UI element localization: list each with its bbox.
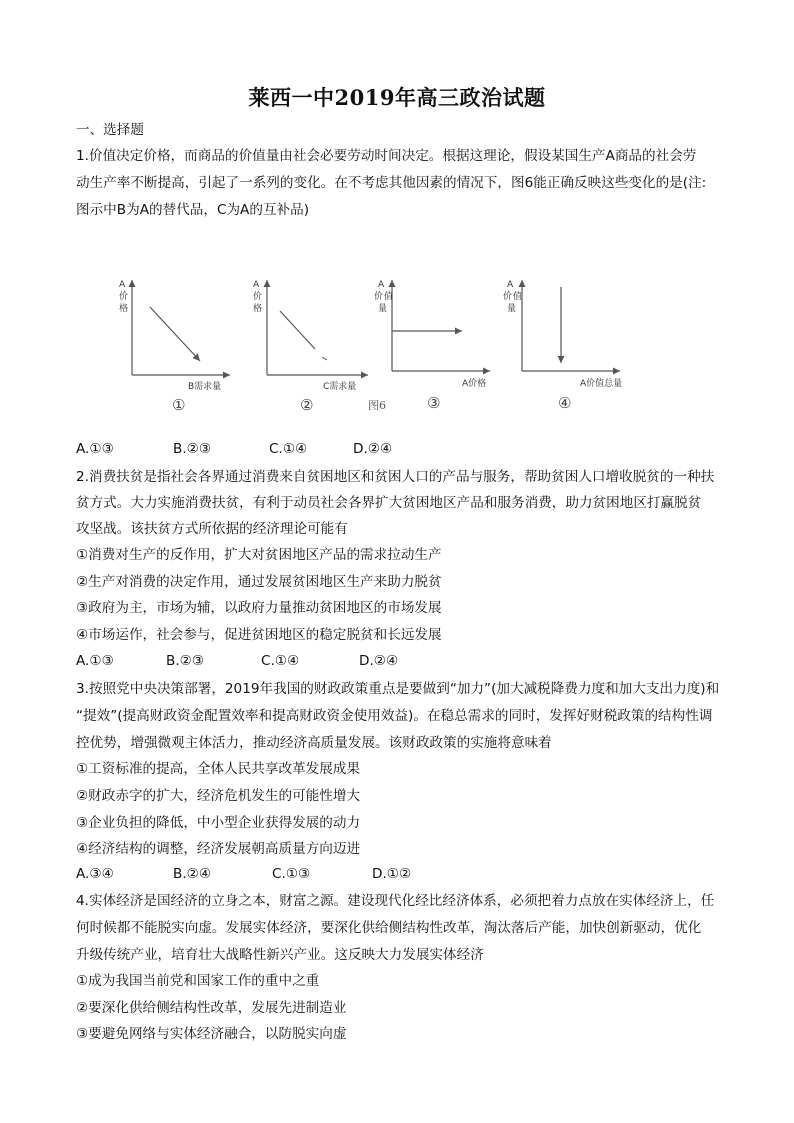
graph-1-ylabel-2: 格 <box>119 304 129 314</box>
q2-statement-1: ①消费对生产的反作用，扩大对贫困地区产品的需求拉动生产 <box>76 547 442 563</box>
graph-4-number: ④ <box>558 394 572 412</box>
q3-option-d[interactable]: D.①② <box>372 866 412 882</box>
graph-1-ylabel-0: A <box>119 280 126 290</box>
q1-option-a[interactable]: A.①③ <box>76 441 114 457</box>
q3-text-line: 控优势，增强微观主体活力，推动经济高质量发展。该财政政策的实施将意味着 <box>76 735 552 751</box>
q4-statement-3: ③要避免网络与实体经济融合，以防脱实向虚 <box>76 1026 347 1042</box>
q1-option-d[interactable]: D.②④ <box>353 441 393 457</box>
q2-option-b[interactable]: B.②③ <box>166 653 205 669</box>
q3-statement-3: ③企业负担的降低，中小型企业获得发展的动力 <box>76 815 361 831</box>
figure-6-svg <box>110 265 670 425</box>
graph-4-ylabel-3: 量 <box>507 304 517 314</box>
q3-statement-1: ①工资标准的提高，全体人民共享改革发展成果 <box>76 761 361 777</box>
graph-4-ylabel-2: 值 <box>513 292 523 302</box>
q1-text-line: 图示中B为A的替代品，C为A的互补品) <box>76 202 310 218</box>
q1-option-c[interactable]: C.①④ <box>269 441 308 457</box>
q4-statement-1: ①成为我国当前党和国家工作的重中之重 <box>76 973 320 989</box>
q1-option-b[interactable]: B.②③ <box>173 441 212 457</box>
graph-2-ylabel-2: 格 <box>253 304 263 314</box>
q2-option-d[interactable]: D.②④ <box>359 653 399 669</box>
q2-text-line: 2.消费扶贫是指社会各界通过消费来自贫困地区和贫困人口的产品与服务，帮助贫困人口增收脱贫的一种扶 <box>76 469 715 485</box>
q4-text-line: 何时候都不能脱实向虚。发展实体经济，要深化供给侧结构性改革，淘汰落后产能，加快创新驱动，优化 <box>76 920 702 936</box>
graph-2-ylabel-0: A <box>253 280 260 290</box>
graph-1-ylabel-1: 价 <box>119 292 129 302</box>
figure-caption: 图6 <box>368 399 386 412</box>
section-heading: 一、选择题 <box>76 122 144 138</box>
graph-1 <box>119 280 230 414</box>
q2-option-c[interactable]: C.①④ <box>261 653 300 669</box>
q3-text-line: 3.按照党中央决策部署，2019年我国的财政政策重点是要做到“加力”(加大减税降费力度和加大支出力度)和 <box>76 681 720 697</box>
q2-statement-4: ④市场运作，社会参与，促进贫困地区的稳定脱贫和长远发展 <box>76 627 442 643</box>
graph-3-number: ③ <box>427 394 441 412</box>
graph-3 <box>374 280 490 412</box>
page-title: 莱西一中2019年高三政治试题 <box>248 85 546 110</box>
q3-statement-4: ④经济结构的调整，经济发展朝高质量方向迈进 <box>76 841 361 857</box>
q3-option-c[interactable]: C.①③ <box>272 866 311 882</box>
q4-text-line: 升级传统产业，培育壮大战略性新兴产业。这反映大力发展实体经济 <box>76 947 484 963</box>
graph-3-ylabel-2: 值 <box>384 292 394 302</box>
graph-4-xlabel: A价值总量 <box>580 379 623 389</box>
q1-text-line: 1.价值决定价格，而商品的价值量由社会必要劳动时间决定。根据这理论，假设某国生产A商品的社会劳 <box>76 148 697 164</box>
graph-2-curve <box>280 311 315 349</box>
q3-option-a[interactable]: A.③④ <box>76 866 114 882</box>
q3-option-b[interactable]: B.②④ <box>173 866 212 882</box>
q1-text-line: 动生产率不断提高，引起了一系列的变化。在不考虑其他因素的情况下，图6能正确反映这些变化的是(注: <box>76 175 707 191</box>
graph-3-ylabel-0: A <box>378 280 385 290</box>
graph-3-xlabel: A价格 <box>462 379 487 389</box>
graph-3-ylabel-1: 价 <box>374 292 384 302</box>
graph-2-ylabel-1: 价 <box>253 292 263 302</box>
graph-2-curve-tail <box>322 357 327 360</box>
graph-1-curve <box>150 307 200 361</box>
q2-statement-3: ③政府为主，市场为辅，以政府力量推动贫困地区的市场发展 <box>76 600 442 616</box>
graph-1-xlabel: B需求量 <box>188 382 222 392</box>
q3-text-line: “提效”(提高财政资金配置效率和提高财政资金使用效益)。在稳总需求的同时，发挥好财税政策的结构性调 <box>76 708 713 724</box>
q4-statement-2: ②要深化供给侧结构性改革，发展先进制造业 <box>76 1000 347 1016</box>
q4-text-line: 4.实体经济是国经济的立身之本，财富之源。建设现代化经比经济体系，必须把着力点放在实体经济上，任 <box>76 893 715 909</box>
graph-4 <box>503 280 622 412</box>
q3-statement-2: ②财政赤字的扩大，经济危机发生的可能性增大 <box>76 788 361 804</box>
graph-1-number: ① <box>172 396 186 414</box>
q2-text-line: 攻坚战。该扶贫方式所依据的经济理论可能有 <box>76 521 348 537</box>
q2-text-line: 贫方式。大力实施消费扶贫，有利于动员社会各界扩大贫困地区产品和服务消费，助力贫困地区打赢脱贫 <box>76 495 702 511</box>
graph-4-ylabel-1: 价 <box>503 292 513 302</box>
graph-4-ylabel-0: A <box>507 280 514 290</box>
q2-statement-2: ②生产对消费的决定作用，通过发展贫困地区生产来助力脱贫 <box>76 574 442 590</box>
graph-3-ylabel-3: 量 <box>378 304 388 314</box>
graph-2-number: ② <box>300 396 314 414</box>
q2-option-a[interactable]: A.①③ <box>76 653 114 669</box>
graph-2-xlabel: C需求量 <box>323 382 357 392</box>
graph-2 <box>253 280 368 414</box>
figure-6 <box>110 265 670 425</box>
